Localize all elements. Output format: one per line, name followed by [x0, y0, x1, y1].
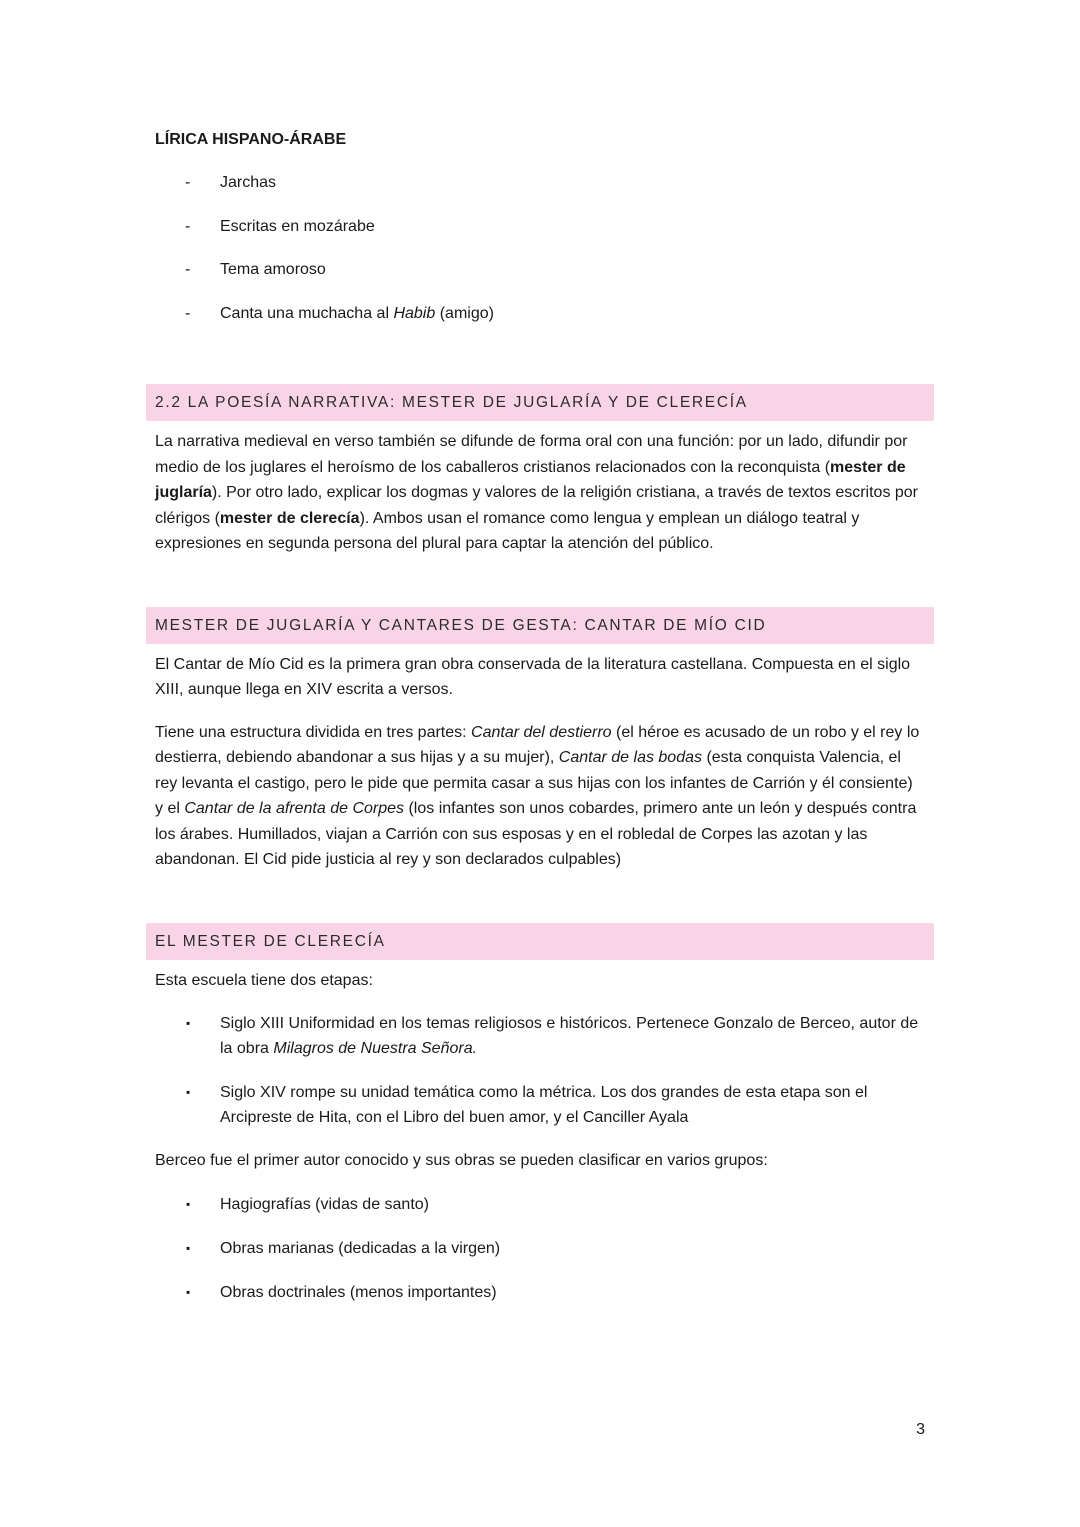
text-run: ). Ambos usan el romance como lengua y emplean un diálogo teatral y expresiones en segunda persona del plural para captar la atención del público. — [155, 509, 860, 552]
list-item — [155, 303, 925, 325]
text-run: ). Por otro lado, explicar los dogmas y valores de la religión cristiana, a través de textos escritos por clérigos ( — [155, 484, 919, 527]
section-header-narrative: 2.2 LA POESÍA NARRATIVA: MESTER DE JUGLARÍA Y DE CLERECÍA — [146, 384, 934, 421]
page-content — [155, 129, 925, 1305]
text-run: Tiene una estructura dividida en tres partes: — [155, 723, 472, 741]
list-item — [155, 1280, 925, 1305]
list-item — [155, 1236, 925, 1261]
list-item-text: Obras marianas (dedicadas a la virgen) — [220, 1239, 501, 1257]
berceo-intro: Berceo fue el primer autor conocido y sus obras se pueden clasificar en varios grupos: — [155, 1152, 768, 1169]
page-number: 3 — [916, 1421, 925, 1438]
square-bullet: ▪ — [186, 1196, 191, 1211]
narrative-paragraph — [155, 429, 925, 557]
list-item-text: Obras doctrinales (menos importantes) — [220, 1283, 497, 1301]
clerecia-intro: Esta escuela tiene dos etapas: — [155, 971, 373, 989]
section-header-cid: MESTER DE JUGLARÍA Y CANTARES DE GESTA: CANTAR DE MÍO CID — [146, 607, 934, 644]
dash-bullet: - — [185, 304, 191, 322]
list-item-text: Jarchas — [220, 174, 277, 191]
list-item — [155, 1011, 925, 1061]
dash-bullet: - — [185, 261, 191, 278]
square-bullet: ▪ — [186, 1284, 191, 1299]
list-item — [155, 172, 925, 194]
cid-paragraph-2 — [155, 720, 925, 873]
italic-title: Milagros de Nuestra Señora. — [273, 1040, 478, 1057]
cid-paragraph-1: El Cantar de Mío Cid es la primera gran obra conservada de la literatura castellana. Compuesta en el siglo XIII, aunque llega en XIV escrita a versos. — [155, 655, 911, 698]
list-item — [155, 1080, 925, 1130]
text-run: (esta conquista Valencia, el rey levanta el castigo, pero le pide que permita casar a sus hijas con los infantes de Carrión y él consiente) y el — [155, 749, 913, 817]
list-item-text-pre: Canta una muchacha al — [220, 304, 394, 322]
list-item — [155, 1192, 925, 1217]
square-bullet: ▪ — [186, 1016, 191, 1030]
list-item-text: Tema amoroso — [220, 261, 326, 278]
list-item — [155, 216, 925, 238]
italic-title: Cantar del destierro — [471, 723, 612, 741]
text-run: Siglo XIV rompe su unidad temática como la métrica. Los dos grandes de esta etapa son el Arcipreste de Hita, con el Libro del buen amor, y el Canciller Ayala — [220, 1084, 868, 1126]
text-run: (el héroe es acusado de un robo y el rey lo destierra, debiendo abandonar a sus hijas y a su mujer), — [155, 723, 920, 766]
dash-bullet: - — [185, 217, 191, 235]
stages-list — [155, 1011, 925, 1130]
list-item-text: Escritas en mozárabe — [220, 217, 375, 235]
square-bullet: ▪ — [186, 1240, 191, 1255]
lyric-list — [155, 172, 925, 325]
text-run: (los infantes son unos cobardes, primero ante un león y después contra los árabes. Humillados, viajan a Carrión con sus esposas y en el robledal de Corpes las azotan y las abandonan. El Cid pide justicia al rey y son declarados culpables) — [155, 800, 917, 868]
lyric-section-title: LÍRICA HISPANO-ÁRABE — [155, 131, 347, 148]
list-item-text: Hagiografías (vidas de santo) — [220, 1195, 429, 1213]
groups-list — [155, 1192, 925, 1305]
italic-title: Cantar de la afrenta de Corpes — [184, 800, 405, 817]
bold-term: mester de clerecía — [219, 509, 360, 527]
text-run: Siglo XIII Uniformidad en los temas religiosos e históricos. Pertenece Gonzalo de Berceo, autor de la obra — [220, 1015, 919, 1057]
dash-bullet: - — [185, 174, 191, 191]
list-item-text-em: Habib — [393, 304, 436, 322]
italic-title: Cantar de las bodas — [558, 749, 702, 766]
list-item-text-post: (amigo) — [435, 304, 494, 322]
square-bullet: ▪ — [186, 1085, 191, 1099]
list-item — [155, 259, 925, 281]
bold-term: mester de juglaría — [155, 458, 906, 501]
section-header-clerecia: EL MESTER DE CLERECÍA — [146, 923, 934, 960]
text-run: La narrativa medieval en verso también se difunde de forma oral con una función: por un lado, difundir por medio de los juglares el heroísmo de los caballeros cristianos relacionados con la reconquista ( — [155, 433, 908, 476]
